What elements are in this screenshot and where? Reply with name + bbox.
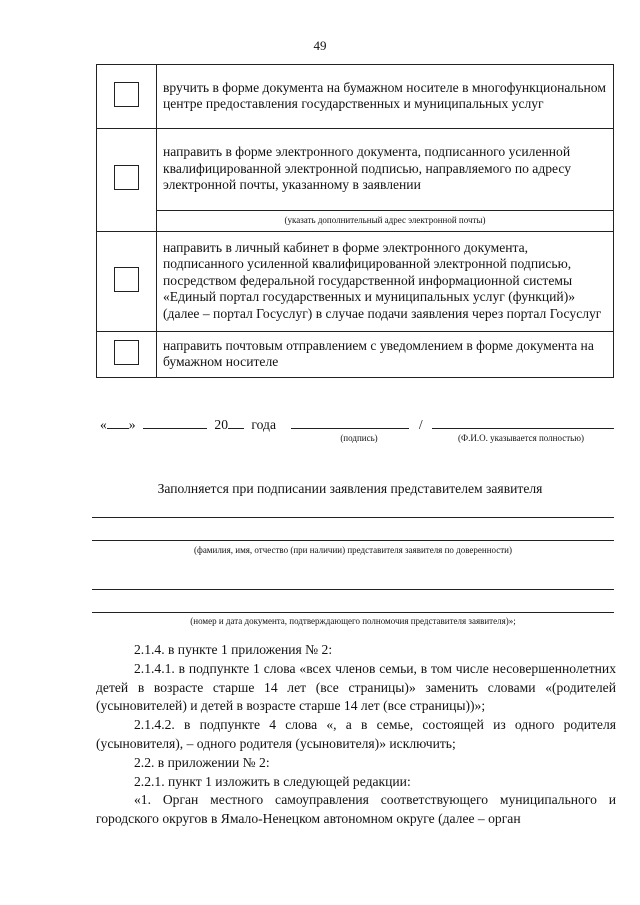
year-field[interactable] [228, 415, 244, 429]
fio-caption: (Ф.И.О. указывается полностью) [458, 433, 584, 443]
option-text: направить почтовым отправлением с уведомлением в форме документа на бумажном носителе [157, 332, 614, 378]
option-text: направить в личный кабинет в форме электронного документа, подписанного усиленной квалифицированной электронной подписью, посредством федеральной государственной информационной системы «Единый портал государственных и муниципальных услуг (функций)» (далее – портал Госуслуг) в случае подачи заявления через портал Госуслуг [157, 232, 614, 332]
month-field[interactable] [143, 415, 207, 429]
representative-name-caption: (фамилия, имя, отчество (при наличии) представителя заявителя по доверенности) [193, 545, 512, 555]
paragraph: 2.1.4.2. в подпункте 4 слова «, а в семье, состоящей из одного родителя (усыновителя), – одного родителя (усыновителя)» исключить; [96, 717, 616, 751]
option-row [97, 65, 614, 129]
amendment-text [96, 641, 616, 829]
option-text: вручить в форме документа на бумажном носителе в многофункциональном центре предоставления государственных и муниципальных услуг [157, 65, 614, 129]
option-checkbox-email[interactable] [114, 165, 139, 190]
paragraph: 2.2.1. пункт 1 изложить в следующей редакции: [134, 773, 411, 789]
option-checkbox-post[interactable] [114, 340, 139, 365]
option-row [97, 129, 614, 211]
paragraph: 2.2. в приложении № 2: [134, 754, 270, 770]
email-field-caption: (указать дополнительный адрес электронной почты) [157, 211, 614, 232]
representative-line-2a[interactable] [92, 589, 614, 590]
representative-section-title: Заполняется при подписании заявления представителем заявителя [157, 481, 543, 496]
option-checkbox-portal[interactable] [114, 267, 139, 292]
option-row [97, 232, 614, 332]
signature-row: « » 20 года / [100, 415, 614, 433]
fio-field[interactable] [432, 415, 614, 429]
representative-name-field[interactable] [92, 540, 614, 541]
signature-field[interactable] [291, 415, 409, 429]
option-text: направить в форме электронного документа, подписанного усиленной квалифицированной электронной подписью, направляемого по адресу электронной почты, указанному в заявлении [157, 129, 614, 211]
paragraph: «1. Орган местного самоуправления соответствующего муниципального и городского округов в Ямало-Ненецком автономном округе (далее – орган [96, 792, 616, 827]
option-subrow [97, 211, 614, 232]
page-number: 49 [313, 38, 327, 53]
representative-line-1a[interactable] [92, 517, 614, 518]
delivery-options-table [96, 64, 614, 378]
option-checkbox-in-person[interactable] [114, 82, 139, 107]
representative-document-caption: (номер и дата документа, подтверждающего полномочия представителя заявителя)»; [190, 616, 516, 626]
paragraph: 2.1.4. в пункте 1 приложения № 2: [134, 642, 333, 657]
option-row [97, 332, 614, 378]
day-field[interactable] [107, 415, 129, 429]
signature-caption: (подпись) [340, 433, 378, 443]
paragraph: 2.1.4.1. в подпункте 1 слова «всех членов семьи, в том числе несовершеннолетних детей в возрасте старше 14 лет (все страницы)» заменить словами «(родителей (усыновителей) и детей в возрасте старше 14 лет (все страницы))»; [96, 660, 616, 714]
representative-document-field[interactable] [92, 612, 614, 613]
